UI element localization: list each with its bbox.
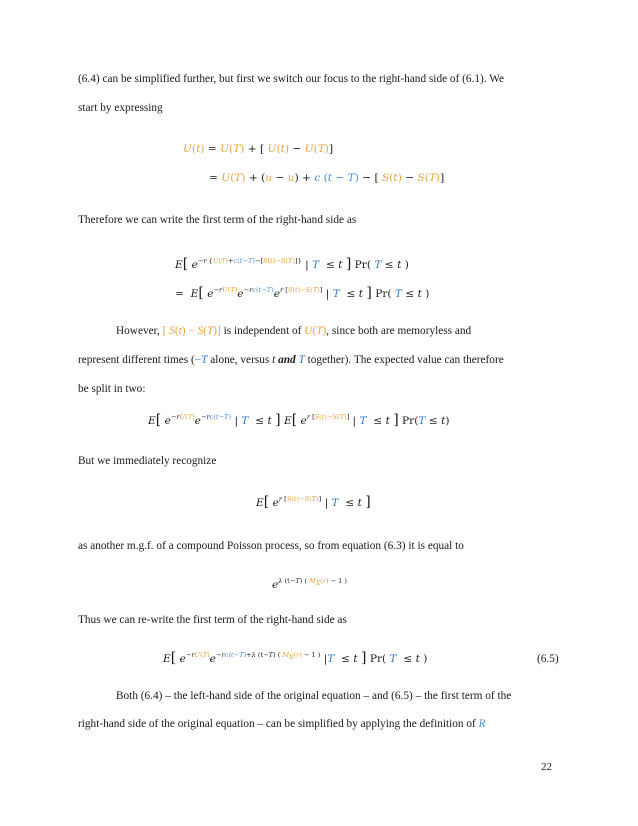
paragraph-line: start by expressing — [78, 102, 163, 114]
paragraph-line: But we immediately recognize — [78, 455, 217, 467]
equation-expectation-line2: = E[ $e^{-rU(T)}e^{-rc(t-T)}e^{r [S(t)-S(T)]}$ | T ≤ t ] Pr( T ≤ t ) — [175, 285, 430, 301]
paragraph-line: However, [ S(t) − S(T)] is independent of U(T), since both are memoryless and — [116, 325, 472, 337]
equation-label: (6.5) — [537, 653, 559, 665]
equation-mgf: E[ $e^{r [S(t)-S(T)]}$ | T ≤ t ] — [256, 494, 371, 510]
symbol-r: R — [478, 718, 486, 730]
page-number: 22 — [541, 761, 552, 773]
paragraph-line: represent different times (−T alone, versus t and T together). The expected value can therefore — [78, 354, 504, 366]
equation-expectation-line1: E[ $e^{-r \{U(T)+c(t-T)-[S(t)-S(T)]\}}$ | T ≤ t ] Pr( T ≤ t ) — [175, 256, 409, 272]
equation-exp-lambda: $e^{\lambda (t-T) ( MX(r) - 1 )}$ — [272, 577, 348, 591]
equation-6-5: E[ $e^{-rU(T)}e^{-rc(t-T)+\lambda (t-T) ( MX(r) - 1 )}$ |T ≤ t ] Pr( T ≤ t ) — [163, 650, 428, 666]
paragraph-line: be split in two: — [78, 383, 146, 395]
paragraph-line: as another m.g.f. of a compound Poisson process, so from equation (6.3) it is equal to — [78, 540, 464, 552]
equation-split-expectation: E[ $e^{-rU(T)}e^{-rc(t-T)}$ | T ≤ t ] E[ $e^{r [S(t)-S(T)]}$ | T ≤ t ] Pr(T ≤ t) — [148, 412, 450, 428]
paragraph-line: Therefore we can write the first term of the right-hand side as — [78, 214, 357, 226]
equation-u-t-line2: = U(T) + (u − u) + c (t − T) − [ S(t) − S(T)] — [209, 172, 445, 184]
paragraph-line: Both (6.4) – the left-hand side of the original equation – and (6.5) – the first term of the — [116, 690, 512, 702]
paragraph-line: (6.4) can be simplified further, but first we switch our focus to the right-hand side of (6.1). We — [78, 73, 505, 85]
paragraph-line: right-hand side of the original equation – can be simplified by applying the definition of R — [78, 718, 486, 730]
paragraph-line: Thus we can re-write the first term of the right-hand side as — [78, 614, 347, 626]
equation-u-t-line1: U(t) = U(T) + [ U(t) − U(T)] — [183, 143, 334, 155]
